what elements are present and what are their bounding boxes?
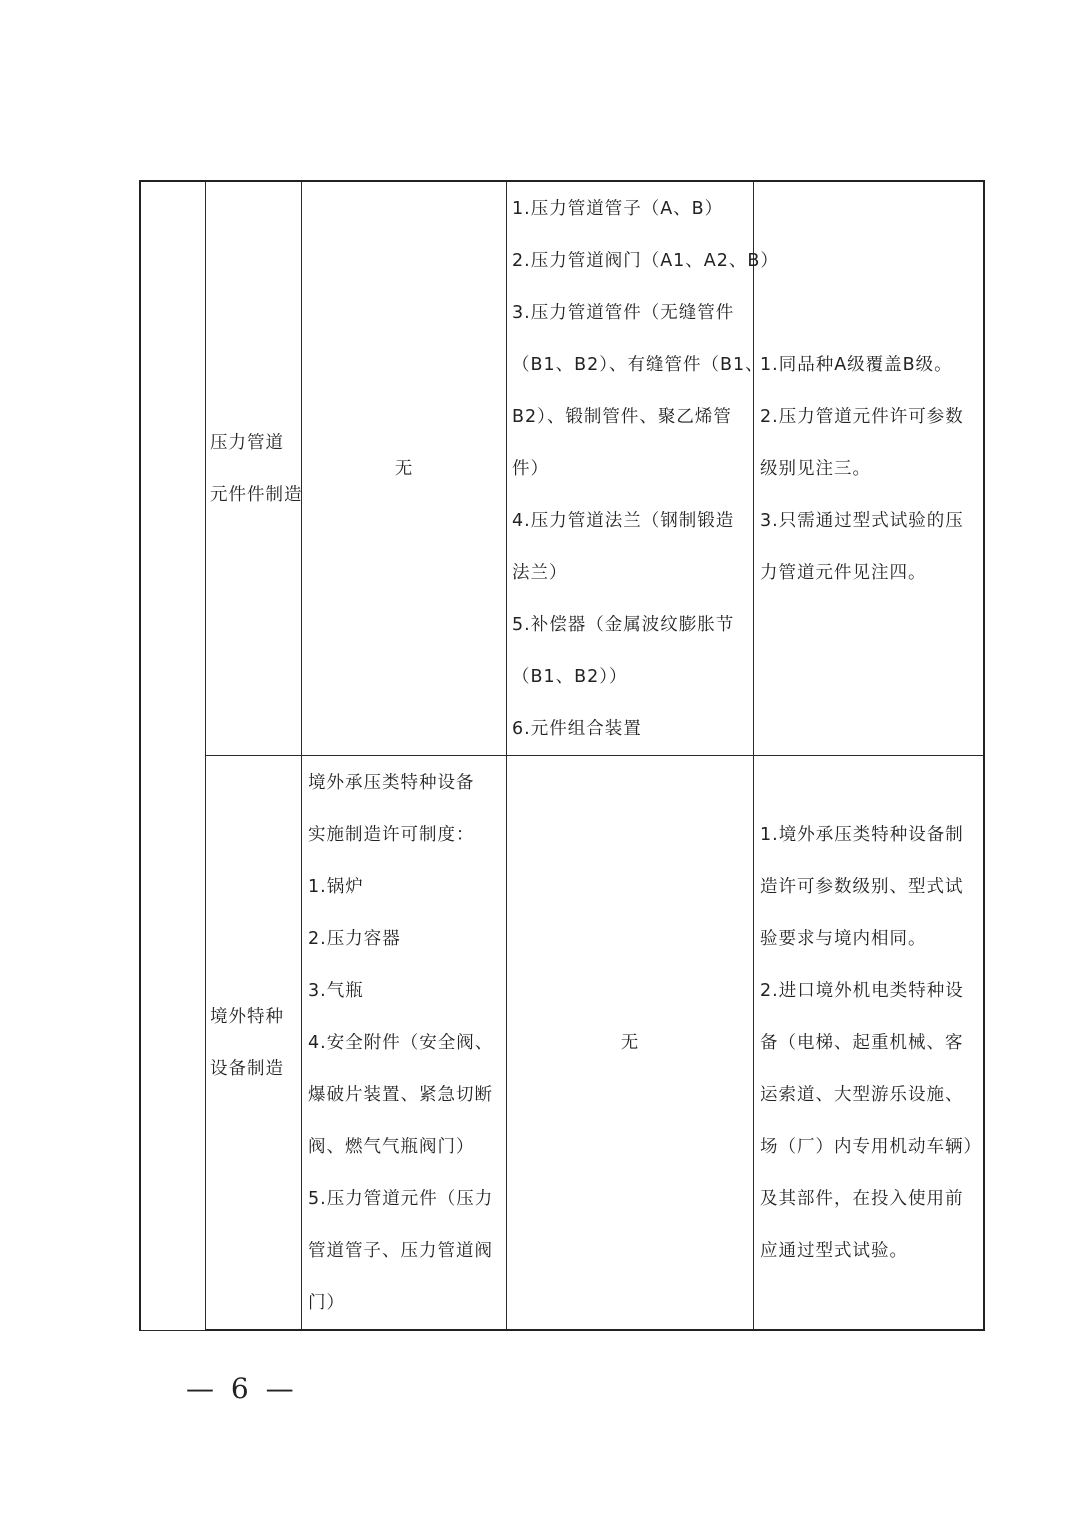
cell-text: 无 — [394, 458, 414, 479]
cell-line: 件） — [512, 458, 549, 479]
cell-line: 力管道元件见注四。 — [760, 562, 927, 583]
cell-line: 1.境外承压类特种设备制 — [760, 824, 964, 845]
item-list-cell — [507, 181, 779, 756]
page-number: — 6 — — [186, 1372, 298, 1405]
item-list-cell — [507, 756, 754, 1331]
cell-line: 2.压力容器 — [308, 928, 401, 949]
cell-line: 2.压力管道阀门（A1、A2、B） — [512, 250, 779, 271]
cell-line: 爆破片装置、紧急切断 — [308, 1084, 493, 1105]
license-table — [139, 180, 985, 1331]
table-row — [140, 756, 984, 1331]
cell-line: 3.气瓶 — [308, 980, 364, 1001]
cell-line: 实施制造许可制度： — [308, 824, 475, 845]
cell-line: 管道管子、压力管道阀 — [308, 1240, 493, 1261]
category-line: 元件件制造 — [210, 484, 303, 505]
cell-line: 及其部件，在投入使用前 — [760, 1188, 964, 1209]
cell-line: 4.安全附件（安全阀、 — [308, 1032, 494, 1053]
category-cell — [206, 181, 302, 756]
cell-line: 法兰） — [512, 562, 568, 583]
cell-line: 3.压力管道管件（无缝管件 — [512, 302, 735, 323]
cell-line: 1.锅炉 — [308, 876, 364, 897]
cell-line: 6.元件组合装置 — [512, 718, 642, 739]
cell-line: 3.只需通过型式试验的压 — [760, 510, 964, 531]
category-line: 设备制造 — [210, 1058, 284, 1079]
cell-line: 境外承压类特种设备 — [308, 772, 475, 793]
category-line: 压力管道 — [210, 432, 284, 453]
remarks-cell — [754, 181, 985, 756]
domestic-scope-cell — [302, 181, 507, 756]
cell-line: 验要求与境内相同。 — [760, 928, 927, 949]
cell-line: 2.压力管道元件许可参数 — [760, 406, 964, 427]
domestic-scope-cell — [302, 756, 507, 1331]
cell-line: 级别见注三。 — [760, 458, 871, 479]
cell-line: 备（电梯、起重机械、客 — [760, 1032, 964, 1053]
cell-line: 场（厂）内专用机动车辆） — [760, 1136, 982, 1157]
cell-line: 造许可参数级别、型式试 — [760, 876, 964, 897]
category-cell — [206, 756, 302, 1331]
cell-line: （B1、B2）、有缝管件（B1、 — [512, 354, 764, 375]
cell-line: 运索道、大型游乐设施、 — [760, 1084, 964, 1105]
cell-line: 5.补偿器（金属波纹膨胀节 — [512, 614, 735, 635]
blank-index-cell — [140, 181, 206, 1330]
cell-line: 4.压力管道法兰（钢制锻造 — [512, 510, 735, 531]
cell-line: 5.压力管道元件（压力 — [308, 1188, 494, 1209]
cell-line: （B1、B2）） — [512, 666, 628, 687]
table-row — [140, 181, 984, 756]
cell-line: 1.同品种A级覆盖B级。 — [760, 354, 953, 375]
cell-text: 无 — [620, 1032, 640, 1053]
cell-line: 阀、燃气气瓶阀门） — [308, 1136, 475, 1157]
cell-line: 门） — [308, 1292, 345, 1313]
cell-line: 2.进口境外机电类特种设 — [760, 980, 964, 1001]
cell-line: B2）、锻制管件、聚乙烯管 — [512, 406, 732, 427]
remarks-cell — [754, 756, 985, 1331]
cell-line: 1.压力管道管子（A、B） — [512, 198, 724, 219]
cell-line: 应通过型式试验。 — [760, 1240, 908, 1261]
category-line: 境外特种 — [210, 1006, 284, 1027]
